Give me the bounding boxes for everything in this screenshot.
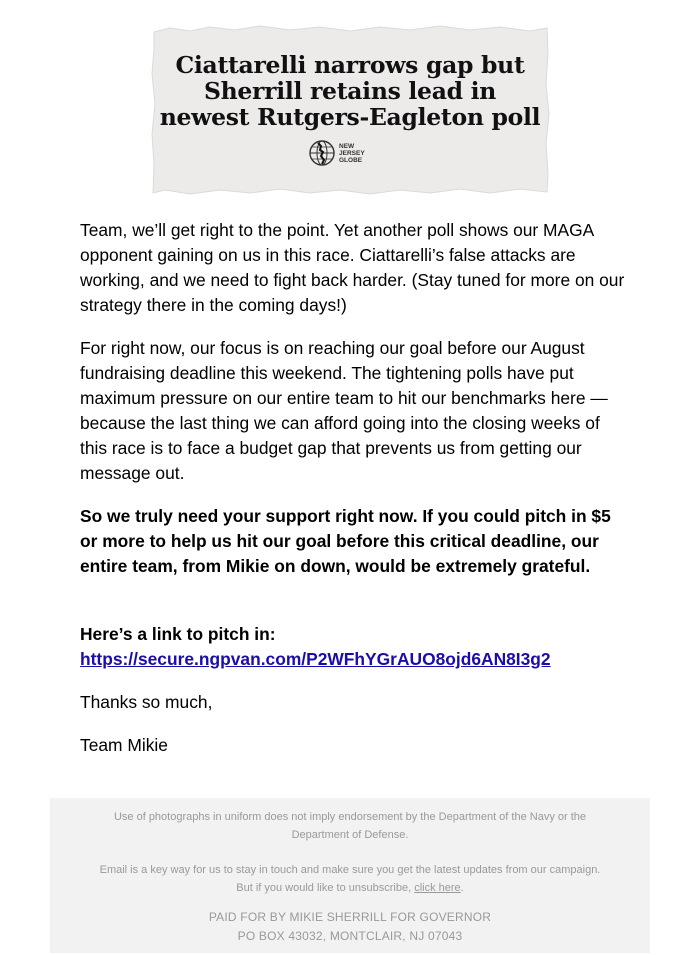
paid-for-notice bbox=[50, 908, 650, 946]
headline bbox=[150, 52, 550, 130]
link-paragraph bbox=[80, 622, 551, 672]
unsubscribe-link[interactable]: click here bbox=[414, 882, 461, 894]
headline-line: newest Rutgers-Eagleton poll bbox=[159, 103, 541, 131]
paid-for-line: PAID FOR BY MIKIE SHERRILL FOR GOVERNOR bbox=[208, 910, 492, 924]
mailing-address: PO BOX 43032, MONTCLAIR, NJ 07043 bbox=[237, 929, 463, 943]
email-note-end: . bbox=[460, 882, 464, 894]
donation-link[interactable]: https://secure.ngpvan.com/P2WFhYGrAUO8ojd6AN8I3g2 bbox=[80, 649, 551, 669]
logo-line: JERSEY bbox=[339, 149, 365, 157]
closing-thanks: Thanks so much, bbox=[80, 692, 213, 712]
body-paragraph: Team, we’ll get right to the point. Yet another poll shows our MAGA opponent gaining on us in this race. Ciattarelli’s false attacks are working, and we need to fight back harder. (Stay tuned for more on our strategy there in the coming days!) bbox=[80, 220, 625, 315]
email-note-text: Email is a key way for us to stay in touch and make sure you get the latest updates from our campaign. But if you would like to unsubscribe, bbox=[99, 864, 601, 894]
headline-line: Sherrill retains lead in bbox=[203, 77, 497, 105]
headline-clipping bbox=[150, 24, 550, 196]
signature: Team Mikie bbox=[80, 735, 168, 755]
logo-text bbox=[339, 143, 365, 164]
link-intro: Here’s a link to pitch in: bbox=[80, 624, 276, 644]
donation-ask-paragraph: So we truly need your support right now. If you could pitch in $5 or more to help us hit our goal before this critical deadline, our entire team, from Mikie on down, would be extremely grateful. bbox=[80, 506, 611, 576]
globe-icon bbox=[308, 138, 336, 168]
body-paragraph: For right now, our focus is on reaching our goal before our August fundraising deadline this weekend. The tightening polls have put maximum pressure on our entire team to hit our benchmarks here — because the last thing we can afford going into the closing weeks of this race is to face a budget gap that prevents us from getting our message out. bbox=[80, 338, 608, 483]
email-footer bbox=[50, 798, 650, 953]
logo-line: NEW bbox=[339, 142, 355, 150]
new-jersey-globe-logo bbox=[308, 137, 365, 169]
footer-email-note bbox=[90, 861, 610, 897]
headline-line: Ciattarelli narrows gap but bbox=[175, 51, 525, 79]
footer-disclaimer: Use of photographs in uniform does not imply endorsement by the Department of the Navy or the Department of Defense. bbox=[113, 811, 587, 841]
logo-line: GLOBE bbox=[339, 156, 363, 164]
